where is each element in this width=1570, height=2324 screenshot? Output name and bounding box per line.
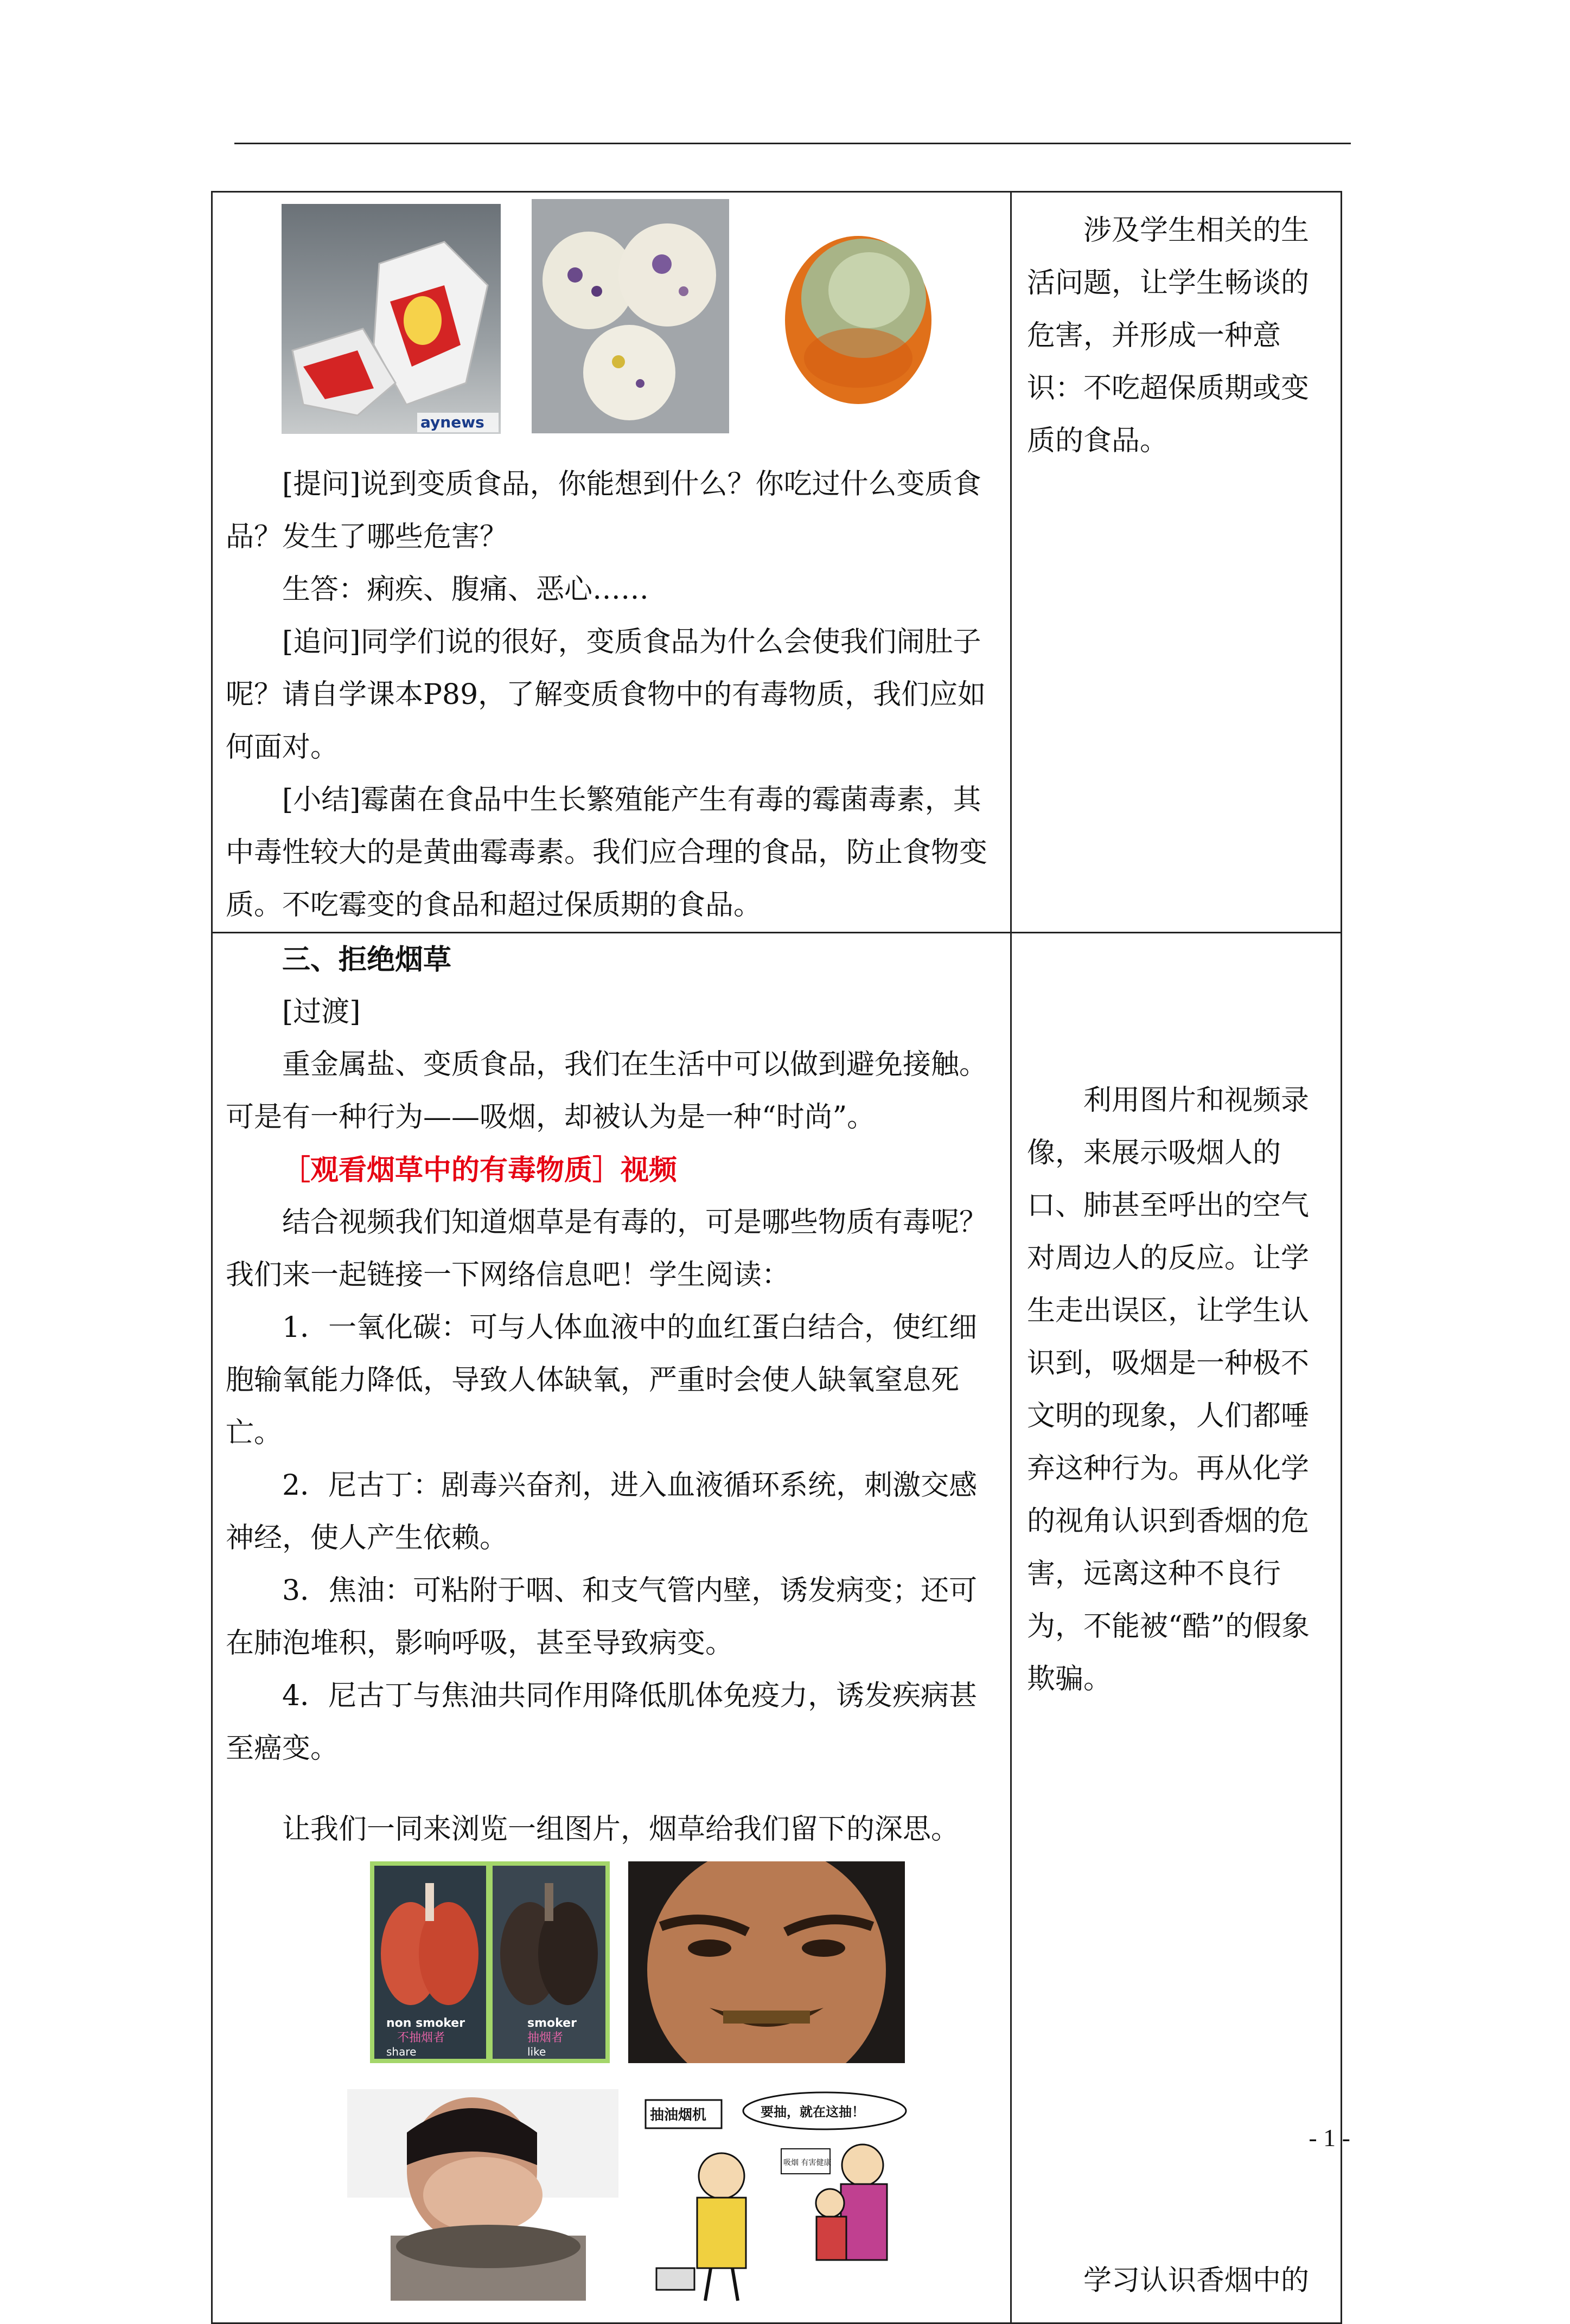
list-item: 2．尼古丁：剧毒兴奋剂，进入血液循环系统，刺激交感神经，使人产生依赖。 — [226, 1469, 978, 1554]
question-paragraph: [提问]说到变质食品，你能想到什么？你吃过什么变质食品？发生了哪些危害？ — [226, 468, 981, 553]
answer-paragraph: 生答：痢疾、腹痛、恶心…… — [282, 573, 649, 606]
transition-paragraph: 重金属盐、变质食品，我们在生活中可以做到避免接触。可是有一种行为——吸烟，却被认为是一种“时尚”。 — [226, 1048, 988, 1134]
lesson-table — [211, 191, 1342, 2324]
section-title: 三、拒绝烟草 — [282, 943, 452, 976]
spoiled-milk-image — [282, 204, 501, 434]
page-number: - 1 - — [1309, 2124, 1350, 2152]
list-item: 4．尼古丁与焦油共同作用降低肌体免疫力，诱发疾病甚至癌变。 — [226, 1680, 978, 1765]
smoker-cn-label: 抽烟者 — [527, 2031, 564, 2045]
milk-image-logo: aynews — [420, 413, 484, 431]
row1-content-cell — [212, 192, 1011, 933]
row2-note: 利用图片和视频录像，来展示吸烟人的口、肺甚至呼出的空气对周边人的反应。让学生走出误区，让学生认识到，吸烟是一种极不文明的现象，人们都唾弃这种行为。再从化学的视角认识到香烟的危害，远离这种不良行为，不能被“酷”的假象欺骗。 — [1027, 1084, 1310, 1695]
intro-paragraph: 结合视频我们知道烟草是有毒的，可是哪些物质有毒呢？我们来一起链接一下网络信息吧！学生阅读： — [226, 1206, 988, 1291]
video-label: ［观看烟草中的有毒物质］视频 — [282, 1154, 678, 1187]
row2-image-grid — [213, 1856, 1010, 2322]
non-smoker-label: non smoker — [386, 2016, 465, 2030]
cartoon-hood-label: 抽油烟机 — [650, 2107, 707, 2123]
smoker-teeth-image — [628, 1861, 905, 2063]
list-item: 1．一氧化碳：可与人体血液中的血红蛋白结合，使红细胞输氧能力降低，导致人体缺氧，严重时会使人缺氧窒息死亡。 — [226, 1311, 978, 1449]
non-smoker-cn-label: 不抽烟者 — [397, 2031, 445, 2045]
summary-paragraph: [小结]霉菌在食品中生长繁殖能产生有毒的霉菌毒素，其中毒性较大的是黄曲霉毒素。我们应合理的食品，防止食物变质。不吃霉变的食品和超过保质期的食品。 — [226, 784, 988, 921]
cartoon-sign: 吸烟 有害健康 — [783, 2159, 832, 2167]
like-label: like — [527, 2045, 546, 2058]
smoker-label: smoker — [527, 2016, 577, 2030]
row1-image-strip — [213, 193, 1010, 458]
share-label: share — [386, 2045, 417, 2058]
table-row — [212, 192, 1342, 933]
smoking-cartoon-image — [640, 2089, 917, 2306]
list-item: 3．焦油：可粘附于咽、和支气管内壁，诱发病变；还可在肺泡堆积，影响呼吸，甚至导致病变。 — [226, 1574, 978, 1660]
transition-tag: [过渡] — [282, 996, 361, 1028]
woman-covering-nose-image — [347, 2089, 618, 2306]
moldy-buns-image — [532, 199, 729, 433]
cartoon-speech: 要抽，就在这抽！ — [761, 2104, 865, 2120]
table-row — [212, 933, 1342, 2323]
lungs-comparison-image — [370, 1861, 610, 2063]
row1-note-cell — [1011, 192, 1342, 933]
row1-note: 涉及学生相关的生活问题，让学生畅谈的危害，并形成一种意识：不吃超保质期或变质的食品。 — [1027, 214, 1310, 457]
moldy-orange-image — [777, 222, 940, 418]
row2-content-cell — [212, 933, 1011, 2323]
browse-paragraph: 让我们一同来浏览一组图片，烟草给我们留下的深思。 — [282, 1813, 960, 1846]
row2-note-bottom: 学习认识香烟中的 — [1083, 2264, 1310, 2297]
row2-note-cell — [1011, 933, 1342, 2323]
followup-paragraph: [追问]同学们说的很好，变质食品为什么会使我们闹肚子呢？请自学课本P89，了解变质食物中的有毒物质，我们应如何面对。 — [226, 626, 986, 764]
header-rule — [234, 143, 1351, 144]
